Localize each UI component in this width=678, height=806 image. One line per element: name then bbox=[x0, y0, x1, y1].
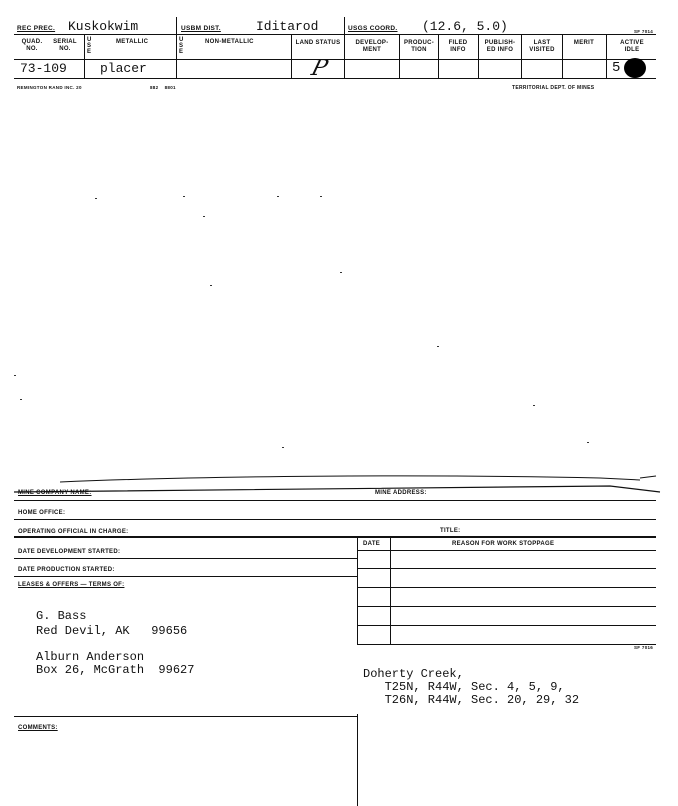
col-published-info: PUBLISH- ED INFO bbox=[484, 40, 516, 53]
rule bbox=[606, 34, 607, 78]
col-active-idle: ACTIVE IDLE bbox=[620, 40, 644, 53]
printer-codes: 882 8801 bbox=[150, 85, 176, 90]
usgs-coord-value: (12.6, 5.0) bbox=[422, 19, 508, 34]
active-status-dot bbox=[624, 58, 646, 78]
col-serial-no: SERIAL NO. bbox=[53, 39, 77, 52]
metallic-value: placer bbox=[100, 61, 147, 76]
rule bbox=[344, 34, 345, 78]
location-township-1: T25N, R44W, Sec. 4, 5, 9, bbox=[363, 680, 565, 694]
col-quad-no: QUAD. NO. bbox=[21, 39, 43, 52]
leases-label: LEASES & OFFERS — TERMS OF: bbox=[18, 582, 125, 588]
torn-edge bbox=[0, 470, 678, 494]
rule bbox=[357, 644, 656, 645]
col-non-metallic: NON-METALLIC bbox=[205, 39, 254, 45]
rule bbox=[478, 34, 479, 78]
rule bbox=[399, 34, 400, 78]
col-development: DEVELOP- MENT bbox=[355, 40, 389, 53]
rule bbox=[14, 34, 656, 35]
rule bbox=[291, 34, 292, 78]
rule bbox=[357, 550, 656, 551]
date-development-label: DATE DEVELOPMENT STARTED: bbox=[18, 549, 121, 555]
col-land-status: LAND STATUS bbox=[295, 40, 341, 46]
usgs-coord-label: USGS COORD. bbox=[348, 25, 398, 32]
rule bbox=[84, 34, 85, 78]
lease-owner-1-address: Red Devil, AK 99656 bbox=[36, 624, 188, 638]
rule bbox=[14, 576, 357, 577]
lease-owner-2-address: Box 26, McGrath 99627 bbox=[36, 663, 195, 677]
rule bbox=[357, 714, 358, 806]
rule bbox=[390, 536, 391, 644]
col-metallic: METALLIC bbox=[116, 39, 149, 45]
rule bbox=[14, 536, 656, 538]
operating-official-label: OPERATING OFFICIAL IN CHARGE: bbox=[18, 529, 129, 535]
form-number-top: SF 7014 bbox=[634, 29, 654, 34]
department-name: TERRITORIAL DEPT. OF MINES bbox=[512, 85, 595, 91]
location-township-2: T26N, R44W, Sec. 20, 29, 32 bbox=[363, 693, 580, 707]
rule bbox=[357, 625, 656, 626]
date-production-label: DATE PRODUCTION STARTED: bbox=[18, 567, 115, 573]
col-production: PRODUC- TION bbox=[403, 40, 435, 53]
rule bbox=[562, 34, 563, 78]
col-use-nonmetallic: U S E bbox=[179, 37, 184, 55]
printer-imprint: REMINGTON RAND INC. 20 bbox=[17, 85, 82, 90]
rec-prec-label: REC PREC. bbox=[17, 25, 56, 32]
quad-serial-value: 73-109 bbox=[20, 61, 67, 76]
rule bbox=[14, 519, 656, 520]
lease-owner-1-name: G. Bass bbox=[36, 609, 87, 623]
land-status-mark: P bbox=[308, 56, 331, 81]
usbm-dist-label: USBM DIST. bbox=[181, 25, 221, 32]
col-use-metallic: U S E bbox=[87, 37, 92, 55]
rule bbox=[357, 568, 656, 569]
form-number-bottom: SF 7016 bbox=[634, 645, 654, 650]
usbm-dist-value: Iditarod bbox=[256, 19, 319, 34]
lease-owner-2-name: Alburn Anderson bbox=[36, 650, 145, 664]
rule bbox=[14, 59, 656, 60]
col-last-visited: LAST VISITED bbox=[529, 40, 555, 53]
mine-company-label: MINE COMPANY NAME: bbox=[18, 490, 92, 496]
rec-prec-value: Kuskokwim bbox=[68, 19, 139, 34]
rule bbox=[521, 34, 522, 78]
rule bbox=[344, 17, 345, 34]
stoppage-reason-label: REASON FOR WORK STOPPAGE bbox=[452, 541, 555, 547]
stoppage-date-label: DATE bbox=[363, 541, 381, 547]
rule bbox=[14, 500, 656, 501]
rule bbox=[357, 606, 656, 607]
title-label: TITLE: bbox=[440, 528, 461, 534]
rule bbox=[14, 558, 357, 559]
home-office-label: HOME OFFICE: bbox=[18, 510, 66, 516]
rule bbox=[176, 34, 177, 78]
col-merit: MERIT bbox=[573, 40, 595, 46]
location-creek: Doherty Creek, bbox=[363, 667, 464, 681]
col-filed-info: FILED INFO bbox=[448, 40, 468, 53]
rule bbox=[14, 716, 357, 717]
mine-address-label: MINE ADDRESS: bbox=[375, 490, 427, 496]
comments-label: COMMENTS: bbox=[18, 725, 58, 731]
rule bbox=[357, 587, 656, 588]
rule bbox=[357, 536, 358, 644]
rule bbox=[14, 78, 656, 79]
rule bbox=[176, 17, 177, 34]
rule bbox=[438, 34, 439, 78]
active-idle-value: 5 bbox=[612, 60, 621, 76]
